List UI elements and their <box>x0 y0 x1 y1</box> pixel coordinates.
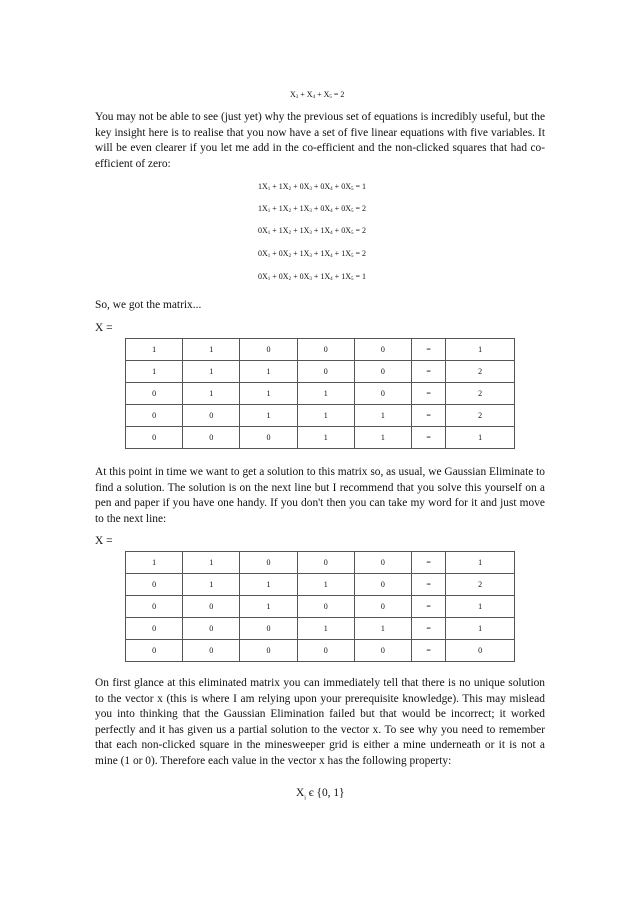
paragraph-matrix-intro: So, we got the matrix... <box>95 299 202 311</box>
matrix-cell: 0 <box>240 552 297 574</box>
coef: 1 <box>320 249 325 258</box>
matrix-cell: 0 <box>446 640 515 662</box>
matrix-cell: 1 <box>183 552 240 574</box>
coef: 0 <box>341 204 346 213</box>
rhs: 1 <box>361 272 366 281</box>
matrix-cell: 0 <box>354 383 411 405</box>
matrix-cell: 0 <box>126 640 183 662</box>
matrix-cell: 1 <box>446 427 515 449</box>
matrix-cell: 0 <box>297 361 354 383</box>
coef: 1 <box>299 204 304 213</box>
matrix-cell: = <box>412 361 446 383</box>
matrix-cell: 0 <box>354 596 411 618</box>
matrix-cell: 0 <box>126 427 183 449</box>
coef: 0 <box>341 226 346 235</box>
matrix-cell: 0 <box>183 427 240 449</box>
paragraph-intro: You may not be able to see (just yet) why the previous set of equations is incredibly useful, but the key insight here is to realise that you now have a set of five linear equations with five variables. It will be even clearer if you let me add in the co-efficient and the non-clicked squares that had co-efficient of zero: <box>95 111 545 170</box>
matrix-cell: 1 <box>446 552 515 574</box>
equation-4: $0X_1 + 0X_2 + 1X_3 + 1X_4 + 1X_5 = 2$ <box>258 249 366 259</box>
coef: 1 <box>320 272 325 281</box>
matrix-row <box>126 339 515 361</box>
paragraph-analysis: On first glance at this eliminated matrix you can immediately tell that there is no unique solution to the vector x (this is where I am relying upon your prerequisite knowledge). This may mislead you into thinking that the Gaussian Elimination failed but that would be incorrect; it worked perfectly and it has given us a partial solution to the vector x. To see why you need to remember that each non-clicked square in the minesweeper grid is either a mine underneath or it is not a mine (1 or 0). Therefore each value in the vector x has the following property: <box>95 677 545 767</box>
coef: 0 <box>278 272 283 281</box>
matrix-row <box>126 618 515 640</box>
matrix-row <box>126 640 515 662</box>
matrix-cell: 1 <box>297 405 354 427</box>
membership-property <box>296 787 345 801</box>
eq-term: X <box>290 90 296 99</box>
matrix-cell: 0 <box>354 640 411 662</box>
coef: 1 <box>258 182 262 191</box>
matrix-cell: 0 <box>240 640 297 662</box>
matrix-cell: 1 <box>240 596 297 618</box>
matrix-cell: 0 <box>126 574 183 596</box>
eq-term: = 2 <box>331 90 345 99</box>
matrix-cell: 0 <box>354 574 411 596</box>
matrix-cell: 0 <box>354 552 411 574</box>
member-var: X <box>296 787 305 799</box>
matrix-cell: 2 <box>446 383 515 405</box>
matrix-row <box>126 405 515 427</box>
matrix-row <box>126 552 515 574</box>
matrix-cell: 1 <box>183 339 240 361</box>
eq-sub: 4 <box>312 95 316 100</box>
matrix-cell: 1 <box>297 618 354 640</box>
matrix-cell: 1 <box>446 339 515 361</box>
coef: 0 <box>258 249 262 258</box>
matrix-cell: 1 <box>183 574 240 596</box>
coef: 1 <box>278 182 283 191</box>
matrix-cell: 1 <box>354 427 411 449</box>
paragraph-gaussian: At this point in time we want to get a solution to this matrix so, as usual, we Gaussian Eliminate to find a solution. The solution is on the next line but I recommend that you solve this yourself on a pen and paper if you have one handy. If you don't then you can take my word for it and just move to the next line: <box>95 466 545 525</box>
coef: 0 <box>299 272 304 281</box>
matrix-cell: 0 <box>126 618 183 640</box>
matrix-row <box>126 596 515 618</box>
matrix-cell: 0 <box>240 618 297 640</box>
matrix-row <box>126 574 515 596</box>
matrix-cell: 0 <box>126 596 183 618</box>
matrix-cell: 2 <box>446 361 515 383</box>
matrix-cell: = <box>412 640 446 662</box>
matrix-cell: 1 <box>183 383 240 405</box>
matrix-cell: 1 <box>354 618 411 640</box>
coef: 1 <box>299 249 304 258</box>
top-equation <box>290 90 344 100</box>
rhs: 2 <box>361 204 366 213</box>
coef: 1 <box>299 226 304 235</box>
matrix-cell: 1 <box>446 618 515 640</box>
matrix-cell: = <box>412 383 446 405</box>
eq-sub: 5 <box>329 95 332 100</box>
eq-term: + X <box>315 90 330 99</box>
matrix-cell: 1 <box>240 405 297 427</box>
matrix-cell: 0 <box>240 339 297 361</box>
matrix-cell: 0 <box>297 640 354 662</box>
matrix-label: X = <box>95 322 113 334</box>
matrix-cell: 1 <box>297 383 354 405</box>
coef: 0 <box>320 204 325 213</box>
matrix-cell: 0 <box>240 427 297 449</box>
member-set: є {0, 1} <box>305 787 345 799</box>
matrix-cell: 0 <box>354 361 411 383</box>
matrix-cell: 1 <box>354 405 411 427</box>
equation-2: $1X_1 + 1X_2 + 1X_3 + 0X_4 + 0X_5 = 2$ <box>258 204 366 214</box>
eq-term: + X <box>298 90 313 99</box>
equation-5: $0X_1 + 0X_2 + 0X_3 + 1X_4 + 1X_5 = 1$ <box>258 272 366 282</box>
matrix-cell: 0 <box>183 405 240 427</box>
coef: 0 <box>258 272 262 281</box>
matrix-cell: = <box>412 427 446 449</box>
coef: 0 <box>258 226 262 235</box>
matrix-cell: = <box>412 552 446 574</box>
matrix-cell: 0 <box>126 405 183 427</box>
matrix-cell: 0 <box>297 339 354 361</box>
matrix-cell: 1 <box>446 596 515 618</box>
matrix-cell: 0 <box>126 383 183 405</box>
matrix-cell: 1 <box>240 574 297 596</box>
matrix-cell: 1 <box>240 361 297 383</box>
matrix-cell: 2 <box>446 574 515 596</box>
matrix-cell: 1 <box>126 361 183 383</box>
matrix-cell: = <box>412 574 446 596</box>
matrix-cell: 0 <box>183 596 240 618</box>
matrix-cell: = <box>412 618 446 640</box>
matrix-cell: 0 <box>297 552 354 574</box>
rhs: 2 <box>361 226 366 235</box>
matrix2-label: X = <box>95 535 113 547</box>
matrix-cell: 0 <box>297 596 354 618</box>
coef: 1 <box>278 226 283 235</box>
matrix-cell: 0 <box>183 640 240 662</box>
rhs: 2 <box>361 249 366 258</box>
matrix-cell: 1 <box>126 339 183 361</box>
matrix-cell: = <box>412 339 446 361</box>
matrix-original <box>125 338 515 449</box>
matrix-eliminated <box>125 551 515 662</box>
rhs: 1 <box>361 182 366 191</box>
coef: 1 <box>320 226 325 235</box>
coef: 1 <box>278 204 283 213</box>
coef: 1 <box>341 249 346 258</box>
matrix-row <box>126 361 515 383</box>
equation-1: $1X_1 + 1X_2 + 0X_3 + 0X_4 + 0X_5 = 1$ <box>258 182 366 192</box>
matrix-cell: 1 <box>183 361 240 383</box>
matrix-row <box>126 427 515 449</box>
coef: 1 <box>258 204 262 213</box>
eq-sub: 3 <box>295 95 299 100</box>
matrix-cell: 0 <box>354 339 411 361</box>
matrix-cell: = <box>412 405 446 427</box>
coef: 0 <box>278 249 283 258</box>
matrix-cell: 1 <box>297 574 354 596</box>
coef: 0 <box>320 182 325 191</box>
coef: 0 <box>299 182 304 191</box>
matrix-row <box>126 383 515 405</box>
member-sub: i <box>304 795 306 802</box>
matrix-cell: 2 <box>446 405 515 427</box>
matrix-cell: 1 <box>126 552 183 574</box>
coef: 1 <box>341 272 346 281</box>
matrix-cell: 1 <box>240 383 297 405</box>
coef: 0 <box>341 182 346 191</box>
equation-3: $0X_1 + 1X_2 + 1X_3 + 1X_4 + 0X_5 = 2$ <box>258 226 366 236</box>
matrix-cell: 0 <box>183 618 240 640</box>
matrix-cell: 1 <box>297 427 354 449</box>
matrix-cell: = <box>412 596 446 618</box>
